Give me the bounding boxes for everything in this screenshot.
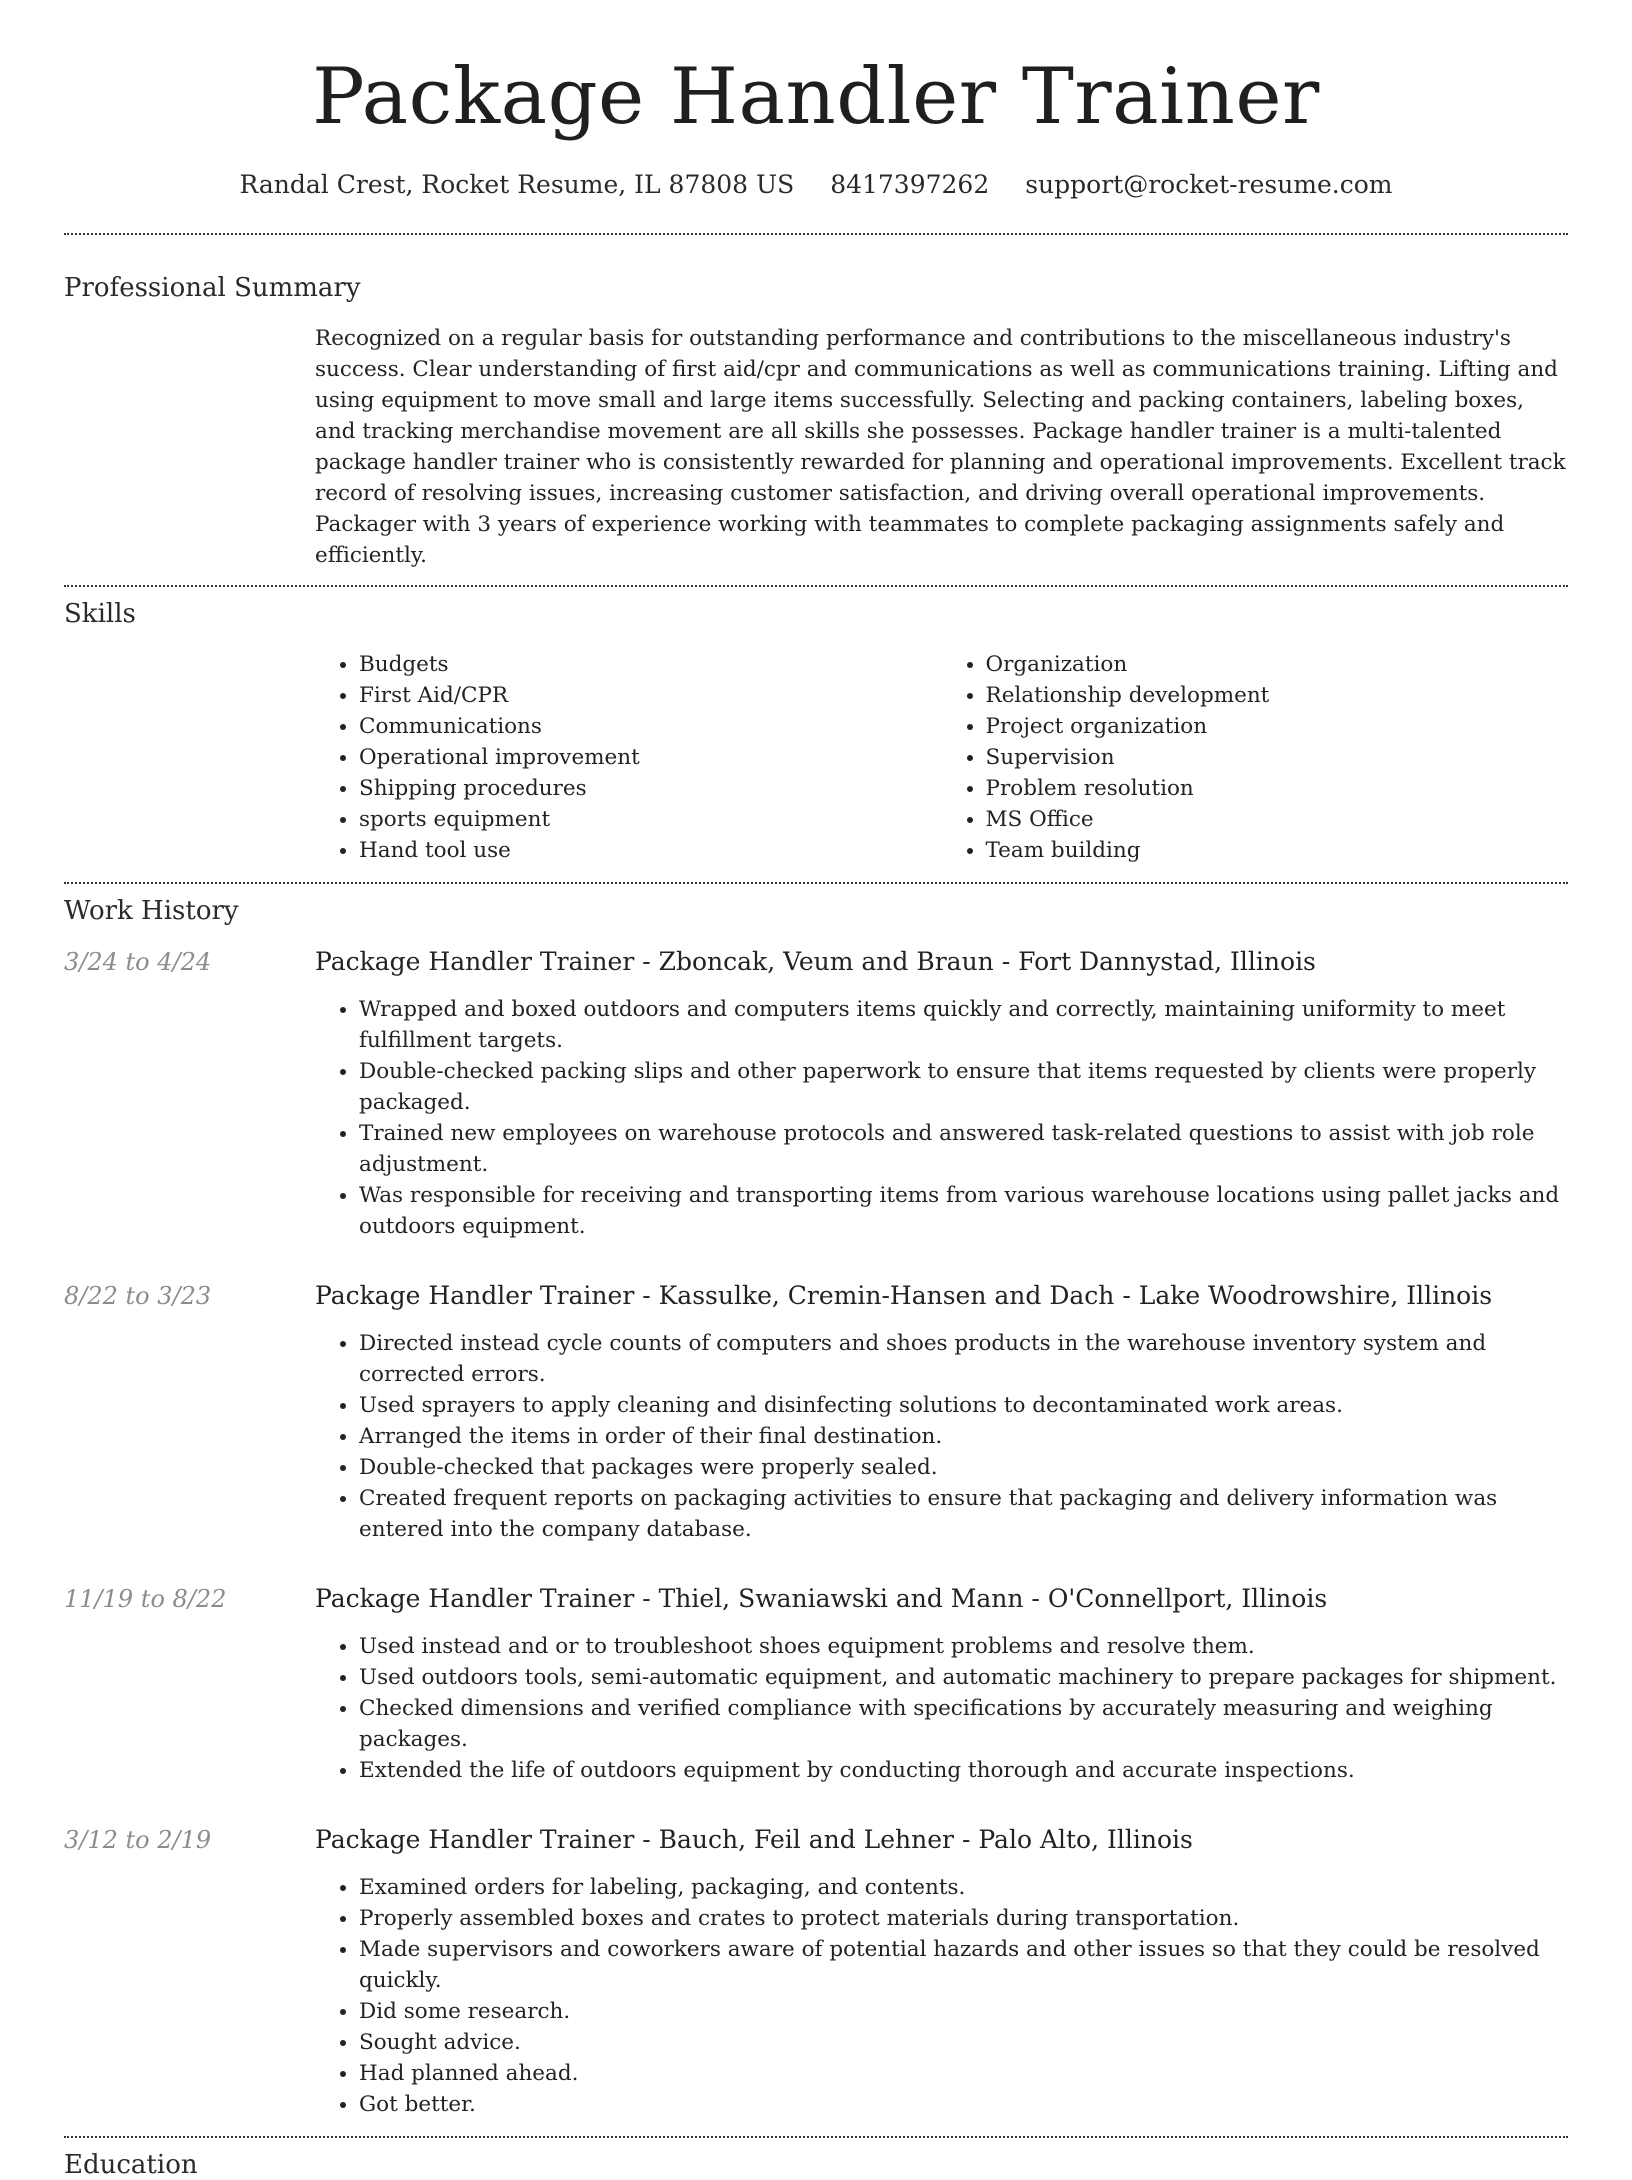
- list-item: • Did some research.: [359, 1996, 1568, 2027]
- list-item: • Was responsible for receiving and transporting items from various warehouse locations using pallet jacks and outdoors equipment.: [359, 1180, 1568, 1242]
- job-entry: [64, 1280, 1568, 1545]
- education-section: [64, 2150, 1568, 2180]
- list-item: • Made supervisors and coworkers aware of potential hazards and other issues so that they could be resolved quickly.: [359, 1934, 1568, 1996]
- list-item: • Supervision: [986, 742, 1569, 773]
- job-dates: 11/19 to 8/22: [64, 1585, 227, 1613]
- list-item: • Used sprayers to apply cleaning and disinfecting solutions to decontaminated work areas.: [359, 1390, 1568, 1421]
- job-bullets: [315, 1328, 1568, 1545]
- skills-title: Skills: [64, 599, 136, 629]
- list-item: • Got better.: [359, 2089, 1568, 2120]
- list-item: • Double-checked packing slips and other paperwork to ensure that items requested by clients were properly packaged.: [359, 1056, 1568, 1118]
- list-item: • Project organization: [986, 711, 1569, 742]
- job-bullets: [315, 994, 1568, 1242]
- list-item: • Used outdoors tools, semi-automatic equipment, and automatic machinery to prepare packages for shipment.: [359, 1662, 1568, 1693]
- list-item: • Used instead and or to troubleshoot shoes equipment problems and resolve them.: [359, 1631, 1568, 1662]
- job-entry: [64, 946, 1568, 1242]
- contact-phone: 8417397262: [830, 170, 990, 199]
- job-entry: [64, 1824, 1568, 2120]
- job-bullets: [315, 1631, 1568, 1786]
- list-item: • Examined orders for labeling, packaging, and contents.: [359, 1872, 1568, 1903]
- list-item: • Double-checked that packages were properly sealed.: [359, 1452, 1568, 1483]
- list-item: • Team building: [986, 835, 1569, 866]
- job-dates: 8/22 to 3/23: [64, 1282, 212, 1310]
- list-item: • Trained new employees on warehouse protocols and answered task-related questions to assist with job role adjustment.: [359, 1118, 1568, 1180]
- summary-text: Recognized on a regular basis for outstanding performance and contributions to the miscellaneous industry's success. Clear understanding of first aid/cpr and communications as well as communications training. Lifting and using equipment to move small and large items successfully. Selecting and packing containers, labeling boxes, and tracking merchandise movement are all skills she possesses. Package handler trainer is a multi-talented package handler trainer who is consistently rewarded for planning and operational improvements. Excellent track record of resolving issues, increasing customer satisfaction, and driving overall operational improvements. Packager with 3 years of experience working with teammates to complete packaging assignments safely and efficiently.: [315, 326, 1566, 568]
- skills-list-right: [942, 649, 1569, 866]
- list-item: • Relationship development: [986, 680, 1569, 711]
- work-history-title: Work History: [64, 896, 239, 926]
- contact-email[interactable]: support@rocket-resume.com: [1025, 170, 1393, 199]
- list-item: • MS Office: [986, 804, 1569, 835]
- job-bullets: [315, 1872, 1568, 2120]
- list-item: • Shipping procedures: [359, 773, 942, 804]
- section-divider: [64, 2136, 1568, 2138]
- list-item: • Budgets: [359, 649, 942, 680]
- list-item: • Wrapped and boxed outdoors and computers items quickly and correctly, maintaining uniformity to meet fulfillment targets.: [359, 994, 1568, 1056]
- list-item: • sports equipment: [359, 804, 942, 835]
- list-item: • Sought advice.: [359, 2027, 1568, 2058]
- list-item: • Extended the life of outdoors equipment by conducting thorough and accurate inspections.: [359, 1755, 1568, 1786]
- contact-address: Randal Crest, Rocket Resume, IL 87808 US: [239, 170, 795, 199]
- list-item: • Arranged the items in order of their final destination.: [359, 1421, 1568, 1452]
- job-heading: Package Handler Trainer - Zboncak, Veum and Braun - Fort Dannystad, Illinois: [315, 947, 1316, 976]
- job-heading: Package Handler Trainer - Thiel, Swaniawski and Mann - O'Connellport, Illinois: [315, 1584, 1328, 1613]
- list-item: • First Aid/CPR: [359, 680, 942, 711]
- section-divider: [64, 233, 1568, 235]
- list-item: • Properly assembled boxes and crates to protect materials during transportation.: [359, 1903, 1568, 1934]
- job-heading: Package Handler Trainer - Bauch, Feil and Lehner - Palo Alto, Illinois: [315, 1825, 1193, 1854]
- list-item: • Organization: [986, 649, 1569, 680]
- list-item: • Checked dimensions and verified compliance with specifications by accurately measuring and weighing packages.: [359, 1693, 1568, 1755]
- summary-title: Professional Summary: [64, 273, 361, 303]
- summary-section: [64, 273, 1568, 571]
- list-item: • Directed instead cycle counts of computers and shoes products in the warehouse inventory system and corrected errors.: [359, 1328, 1568, 1390]
- job-dates: 3/24 to 4/24: [64, 948, 212, 976]
- list-item: • Created frequent reports on packaging activities to ensure that packaging and delivery information was entered into the company database.: [359, 1483, 1568, 1545]
- education-title: Education: [64, 2150, 198, 2180]
- section-divider: [64, 585, 1568, 587]
- list-item: • Hand tool use: [359, 835, 942, 866]
- list-item: • Communications: [359, 711, 942, 742]
- job-heading: Package Handler Trainer - Kassulke, Cremin-Hansen and Dach - Lake Woodrowshire, Illinois: [315, 1281, 1493, 1310]
- work-history-section: [64, 896, 1568, 2120]
- section-divider: [64, 882, 1568, 884]
- list-item: • Problem resolution: [986, 773, 1569, 804]
- job-entry: [64, 1583, 1568, 1786]
- skills-list-left: [315, 649, 942, 866]
- contact-line: [64, 170, 1568, 199]
- job-dates: 3/12 to 2/19: [64, 1826, 212, 1854]
- skills-section: [64, 599, 1568, 866]
- list-item: • Had planned ahead.: [359, 2058, 1568, 2089]
- candidate-name: Package Handler Trainer: [312, 52, 1320, 142]
- list-item: • Operational improvement: [359, 742, 942, 773]
